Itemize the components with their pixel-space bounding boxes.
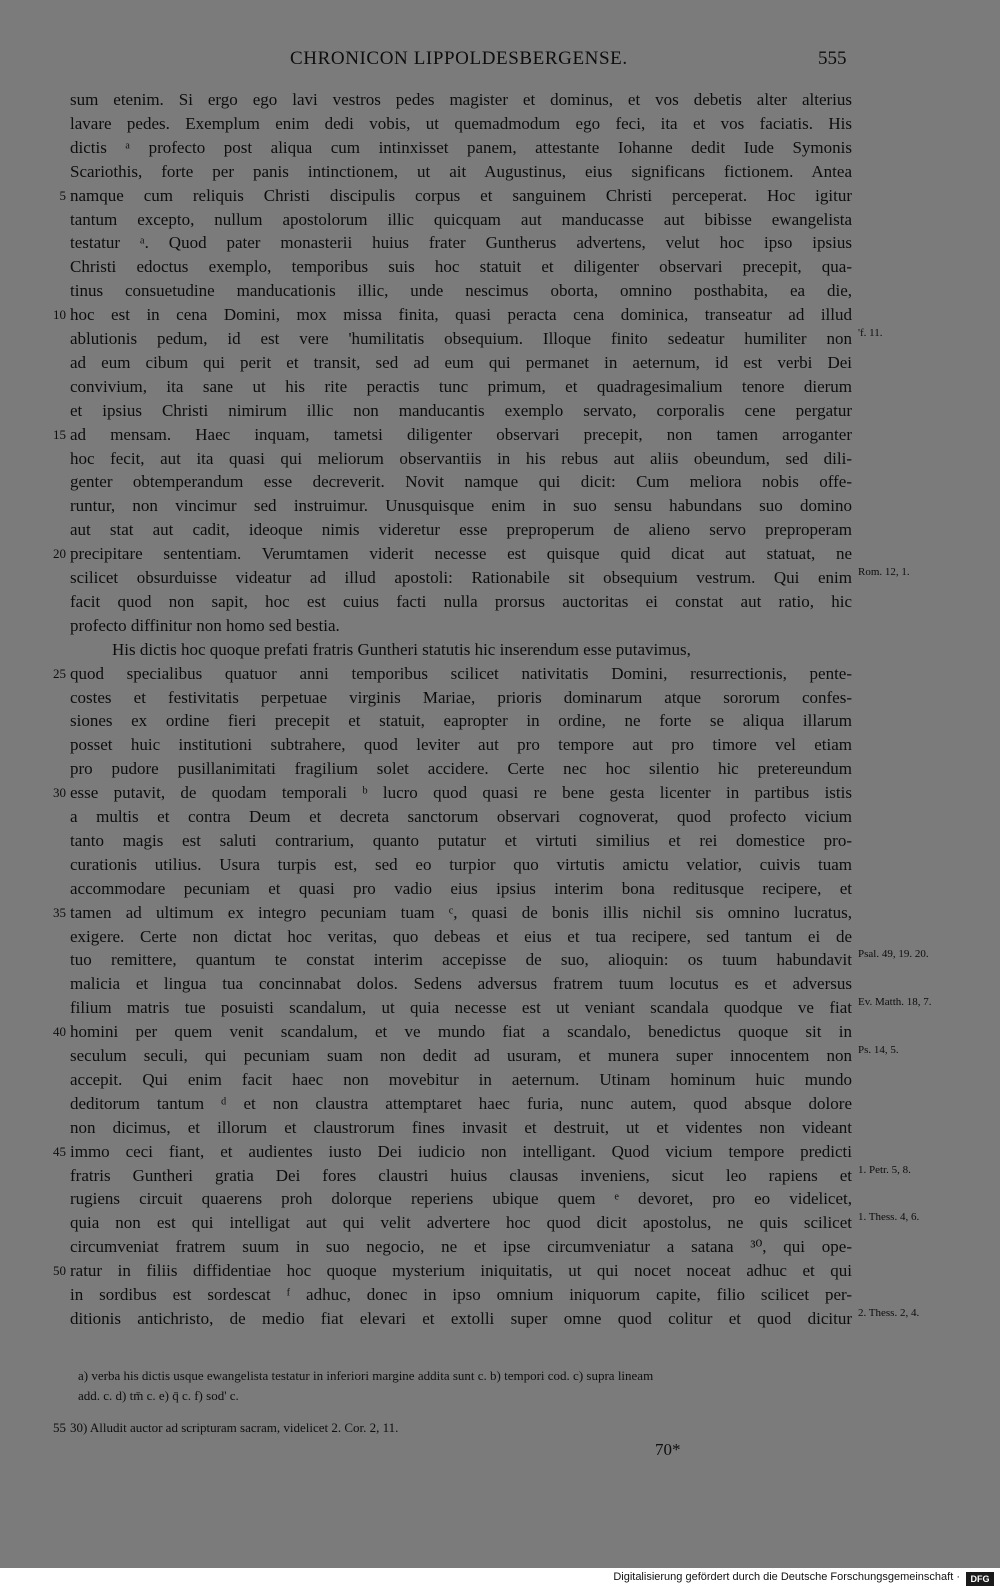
line-text: a multis et contra Deum et decreta sanctorum observari cognoverat, quod profecto vicium [70,807,852,826]
text-line [0,972,1000,996]
line-text: esse putavit, de quodam temporali ᵇ lucro quod quasi re bene gesta licenter in partibus istis [70,783,852,803]
line-text: sum etenim. Si ergo ego lavi vestros pedes magister et dominus, et vos debetis alter alterius [70,90,852,109]
text-line [0,423,1000,447]
line-number: 55 [53,1420,66,1435]
text-line [0,112,1000,136]
line-text: ablutionis pedum, id est vere 'humilitatis obsequium. Illoque finito sedeatur humiliter non [70,329,852,348]
line-text: deditorum tantum ᵈ et non claustra attemptaret haec furia, nunc autem, quod absque dolore [70,1093,852,1113]
line-text: et ipsius Christi nimirum illic non manducantis exemplo servato, corporalis cene pergatur [70,400,852,420]
line-text: tuo remittere, quantum te constat interim accepisse de suo, alioquin: os tuum habundavit [70,950,852,970]
line-text: precipitare sententiam. Verumtamen viderit necesse est quisque quid dicat aut statuat, ne [70,544,852,564]
line-text: homini per quem venit scandalum, et ve mundo fiat a scandalo, benedictus quoque sit in [70,1022,852,1042]
line-text: siones ex ordine fieri precepit et statuit, eapropter in ordine, ne forte se aliqua illarum [70,711,852,731]
footnote-line [0,1366,1000,1386]
line-number: 10 [53,307,66,323]
margin-reference: 1. Thess. 4, 6. [858,1211,920,1224]
margin-reference: Ps. 14, 5. [858,1044,899,1056]
line-text: seculum seculi, qui pecuniam suam non dedit ad usuram, et munera super innocentem non [70,1046,852,1065]
text-line [0,327,1000,351]
line-text: Christi edoctus exemplo, temporibus suis hoc statuit et diligenter observari precepit, qua- [70,257,852,277]
text-line [0,925,1000,949]
text-line [0,948,1000,972]
line-text: lavare pedes. Exemplum enim dedi vobis, ut quemadmodum ego feci, ita et vos faciatis. His [70,113,852,133]
line-text: tanto magis est saluti contrarium, quanto putatur et virtuti similius et rei domestice pro- [70,830,852,850]
text-line [0,447,1000,471]
text-line [0,399,1000,423]
line-text: posset huic institutioni subtrahere, quod leviter aut pro tempore aut pro timore vel etiam [70,735,852,755]
text-line [0,231,1000,255]
text-line [0,901,1000,925]
line-number: 30 [53,785,66,801]
line-text: profecto diffinitur non homo sed bestia. [70,615,340,635]
text-line [0,638,1000,662]
line-text: rugiens circuit quaerens proh dolorque reperiens ubique quem ᵉ devoret, pro eo videlicet, [70,1189,852,1209]
line-text: tinus consuetudine manducationis illic, unde nescimus oborta, omnino posthabita, ea die, [70,281,852,301]
text-line [0,1307,1000,1331]
line-text: testatur ᵃ. Quod pater monasterii huius frater Guntherus advertens, velut hoc ipso ipsius [70,233,852,253]
text-line [0,1235,1000,1259]
line-text: pro pudore pusillanimitati fragilium solet accidere. Certe nec hoc silentio hic pretereundum [70,759,852,779]
line-text: tamen ad ultimum ex integro pecuniam tuam ᶜ, quasi de bonis illis nichil sis omnino lucratus, [70,902,852,922]
text-line [0,542,1000,566]
text-line [0,303,1000,327]
text-line [0,853,1000,877]
margin-reference: Psal. 49, 19. 20. [858,948,929,961]
text-line [0,877,1000,901]
page-number: 555 [818,48,847,69]
line-text: circumveniat fratrem suum in suo negocio, ne et ipse circumveniatur a satana ³⁰, qui ope- [70,1237,852,1257]
endnote-line [0,1418,1000,1438]
line-number: 15 [53,426,66,442]
text-line [0,136,1000,160]
text-line [0,1259,1000,1283]
line-number: 50 [53,1263,66,1279]
text-line [0,494,1000,518]
text-line [0,590,1000,614]
text-line [0,160,1000,184]
line-text: in sordibus est sordescat ᶠ adhuc, donec in ipso omnium iniquorum capite, filio scilicet per- [70,1285,852,1304]
text-line [0,88,1000,112]
line-number: 35 [53,904,66,920]
text-line [0,829,1000,853]
line-text: fratris Guntheri gratia Dei fores claustri huius clausas inveniens, sicut leo rapiens et [70,1165,852,1185]
line-number: 20 [53,546,66,562]
text-line [0,709,1000,733]
text-line [0,518,1000,542]
line-text: His dictis hoc quoque prefati fratris Guntheri statutis hic inserendum esse putavimus, [112,639,691,659]
line-text: genter obtemperandum esse decreverit. Novit namque qui dicit: Cum meliora nobis offe- [70,472,852,492]
text-line [0,757,1000,781]
line-text: accommodare pecuniam et quasi pro vadio eius ipsius interim bona reditusque recipere, et [70,878,852,898]
line-text: ad eum cibum qui perit et transit, sed ad eum qui permanet in aeternum, id est verbi Dei [70,352,852,372]
line-number: 25 [53,665,66,681]
line-number: 5 [59,187,66,203]
text-line [0,733,1000,757]
line-text: accepit. Qui enim facit haec non movebitur in aeternum. Utinam hominum huic mundo [70,1069,852,1089]
text-line [0,1020,1000,1044]
margin-reference: 2. Thess. 2, 4. [858,1306,920,1319]
line-text: aut stat aut cadit, ideoque nimis videretur esse preproperum de alieno servo preproperam [70,520,852,540]
line-text: immo ceci fiant, et audientes iusto Dei iudicio non intelligant. Quod vicium tempore predicti [70,1141,852,1161]
line-text: exigere. Certe non dictat hoc veritas, quo debeas et eius et tua recipere, sed tantum ei de [70,926,852,946]
page-header [0,48,1000,76]
signature-mark: 70* [655,1440,681,1459]
footnote-line [0,1386,1000,1406]
line-text: quod specialibus quatuor anni temporibus scilicet nativitatis Domini, resurrectionis, pente- [70,663,852,683]
line-text: tantum excepto, nullum apostolorum illic quicquam aut manducasse aut bibisse ewangelista [70,209,852,229]
text-line [0,614,1000,638]
line-text: quia non est qui intelligat aut qui velit advertere hoc quod dicit apostolus, ne quis scilicet [70,1213,852,1233]
line-text: curationis utilius. Usura turpis est, sed eo turpior quo virtutis amictu velatior, cuivis tuam [70,854,852,874]
margin-reference: Ev. Matth. 18, 7. [858,996,932,1009]
line-text: non dicimus, et illorum et claustrorum fines invasit et destruit, ut et videntes non videant [70,1117,852,1137]
text-line [0,279,1000,303]
text-line [0,686,1000,710]
line-number: 40 [53,1024,66,1040]
line-text: ad mensam. Haec inquam, tametsi diligenter observari precepit, non tamen arroganter [70,424,852,444]
text-line [0,1164,1000,1188]
margin-reference: 1. Petr. 5, 8. [858,1163,911,1176]
margin-reference: 'f. 11. [858,327,883,339]
line-number: 45 [53,1143,66,1159]
text-line [0,208,1000,232]
text-line [0,996,1000,1020]
margin-reference: Rom. 12, 1. [858,566,910,578]
text-line [0,1211,1000,1235]
text-line [0,1092,1000,1116]
line-text: scilicet obsurduisse videatur ad illud apostoli: Rationabile sit obsequium vestrum. Qui enim [70,568,852,587]
footer-text: Digitalisierung gefördert durch die Deutsche Forschungsgemeinschaft · [613,1571,960,1583]
text-line [0,375,1000,399]
line-text: malicia et lingua tua concinnabat dolos. Sedens adversus fratrem tuum locutus es et adversus [70,974,852,994]
line-text: runtur, non vincimur sed instruimur. Unusquisque enim in suo sensu habundans suo domino [70,496,852,516]
line-text: facit quod non sapit, hoc est cuius facti nulla prorsus auctoritas ei constat aut ratio, hic [70,591,852,611]
footnote-text: a) verba his dictis usque ewangelista testatur in inferiori margine addita sunt c. b) tempori cod. c) supra lineam [78,1368,654,1383]
text-line [0,1068,1000,1092]
text-line [0,1116,1000,1140]
line-text: ditionis antichristo, de medio fiat elevari et extolli super omne quod colitur et quod dicitur [70,1308,852,1328]
line-text: Scariothis, forte per panis intinctionem, ut ait Augustinus, eius significans fictionem. Antea [70,161,852,181]
text-line [0,255,1000,279]
line-text: hoc fecit, aut ita quasi qui meliorum observantiis in his rebus aut aliis obeundum, sed dili- [70,448,852,468]
text-line [0,184,1000,208]
text-line [0,470,1000,494]
text-line [0,1140,1000,1164]
running-title: CHRONICON LIPPOLDESBERGENSE. [290,48,628,69]
footnote-text: add. c. d) tm̄ c. e) q̄ c. f) sod' c. [78,1388,239,1403]
line-text: dictis ᵃ profecto post aliqua cum intinxisset panem, attestante Iohanne dedit Iude Symonis [70,137,852,157]
dfg-logo: DFG [966,1572,994,1586]
line-text: ratur in filiis diffidentiae hoc quoque mysterium iniquitatis, ut qui nocet noceat adhuc et qui [70,1261,852,1281]
line-text: filium matris tue posuisti scandalum, ut quia necesse est ut veniant scandala quodque ve fiat [70,998,852,1018]
line-text: hoc est in cena Domini, mox missa finita, quasi peracta cena dominica, transeatur ad illud [70,305,852,325]
text-line [0,781,1000,805]
line-text: namque cum reliquis Christi discipulis corpus et sanguinem Christi perceperat. Hoc igitur [70,185,852,205]
text-line [0,1187,1000,1211]
line-text: convivium, ita sane ut his rite peractis tunc primum, et quadragesimalium tenore dierum [70,376,852,396]
text-line [0,1283,1000,1307]
endnote-text: 30) Alludit auctor ad scripturam sacram, videlicet 2. Cor. 2, 11. [70,1420,399,1435]
text-line [0,662,1000,686]
text-line [0,566,1000,590]
text-line [0,1044,1000,1068]
line-text: costes et festivitatis perpetuae virginis Mariae, prioris dominarum atque sororum confes- [70,687,852,707]
footer-bar [0,1568,1000,1590]
text-line [0,805,1000,829]
text-line [0,351,1000,375]
